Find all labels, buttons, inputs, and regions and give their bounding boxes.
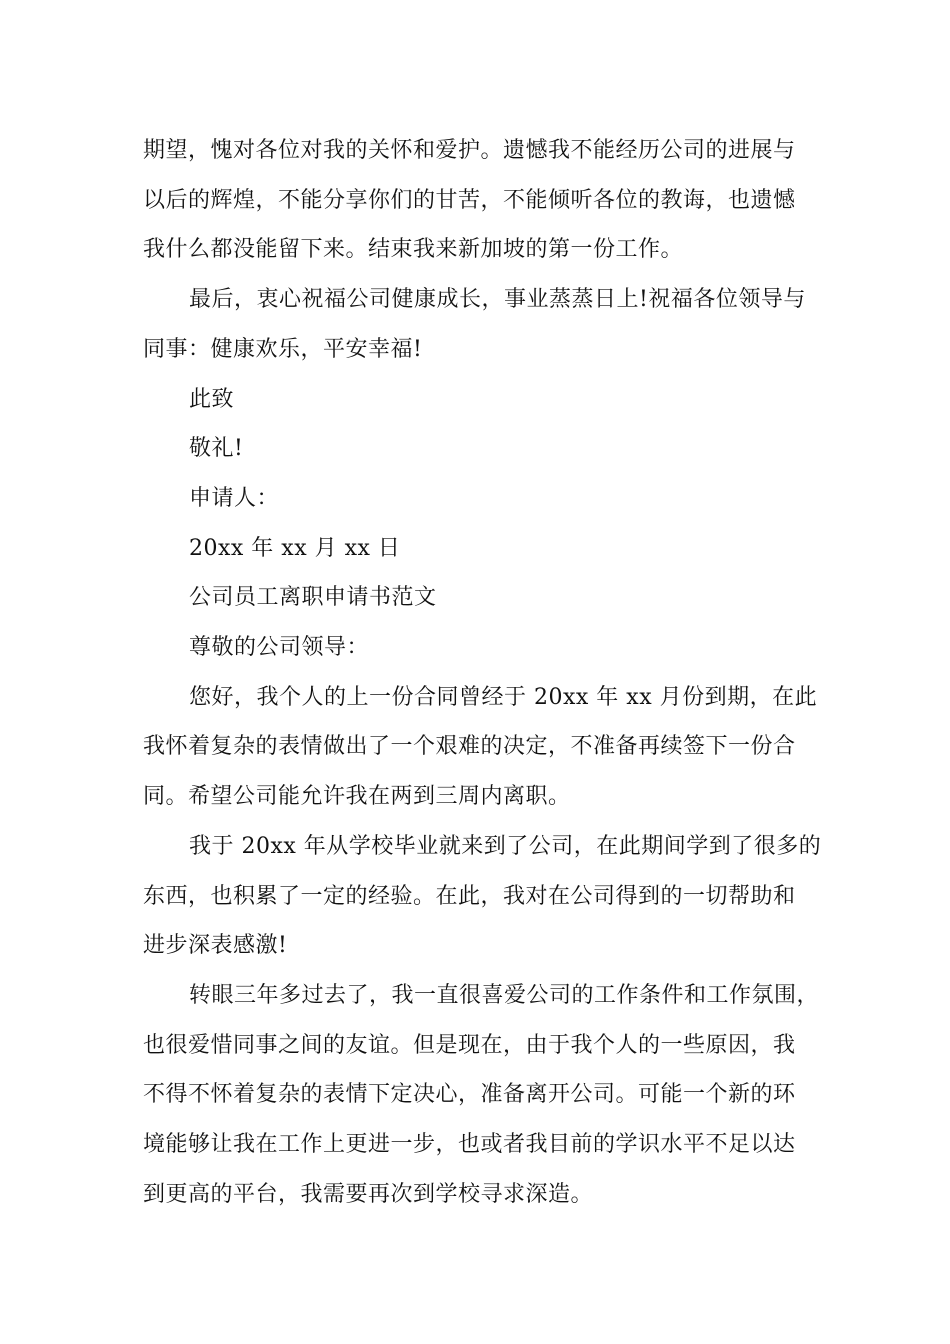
text-line: 同事：健康欢乐，平安幸福!	[143, 336, 423, 362]
paragraph-reason	[143, 971, 820, 1220]
text-line: 我于 20xx 年从学校毕业就来到了公司，在此期间学到了很多的	[189, 833, 822, 859]
text-line: 公司员工离职申请书范文	[189, 585, 437, 611]
text-line: 东西，也积累了一定的经验。在此，我对在公司得到的一切帮助和	[143, 883, 796, 909]
closing-regards	[143, 424, 811, 474]
text-line: 您好，我个人的上一份合同曾经于 20xx 年 xx 月份到期，在此	[189, 684, 818, 710]
text-line: 最后，衷心祝福公司健康成长，事业蒸蒸日上!祝福各位领导与	[189, 287, 806, 313]
paragraph-regret	[143, 126, 811, 275]
letter-greeting	[143, 623, 811, 673]
paragraph-blessing	[143, 275, 811, 374]
paragraph-gratitude	[143, 822, 822, 971]
text-line: 20xx 年 xx 月 xx 日	[189, 535, 401, 561]
text-line: 以后的辉煌，不能分享你们的甘苦，不能倾听各位的教诲，也遗憾	[143, 187, 796, 213]
text-line: 不得不怀着复杂的表情下定决心，准备离开公司。可能一个新的环	[143, 1082, 796, 1108]
text-line: 期望，愧对各位对我的关怀和爱护。遗憾我不能经历公司的进展与	[143, 138, 796, 163]
date-line	[143, 524, 811, 574]
closing-salutation	[143, 375, 811, 425]
text-line: 境能够让我在工作上更进一步，也或者我目前的学识水平不足以达	[143, 1132, 796, 1158]
text-line: 尊敬的公司领导：	[189, 635, 370, 661]
applicant-label	[143, 474, 811, 524]
text-line: 到更高的平台，我需要再次到学校寻求深造。	[143, 1181, 594, 1207]
text-line: 转眼三年多过去了，我一直很喜爱公司的工作条件和工作氛围，	[189, 982, 820, 1008]
text-line: 进步深表感激!	[143, 933, 288, 959]
text-line: 我什么都没能留下来。结束我来新加坡的第一份工作。	[143, 237, 684, 263]
document-body	[143, 126, 822, 1219]
text-line: 敬礼!	[189, 436, 244, 462]
text-line: 同。希望公司能允许我在两到三周内离职。	[143, 784, 571, 810]
text-line: 此致	[189, 386, 235, 412]
text-line: 申请人：	[189, 485, 280, 511]
text-line: 也很爱惜同事之间的友谊。但是现在，由于我个人的一些原因，我	[143, 1032, 796, 1058]
section-title	[143, 573, 811, 623]
paragraph-contract	[143, 673, 818, 822]
text-line: 我怀着复杂的表情做出了一个艰难的决定，不准备再续签下一份合	[143, 734, 796, 760]
